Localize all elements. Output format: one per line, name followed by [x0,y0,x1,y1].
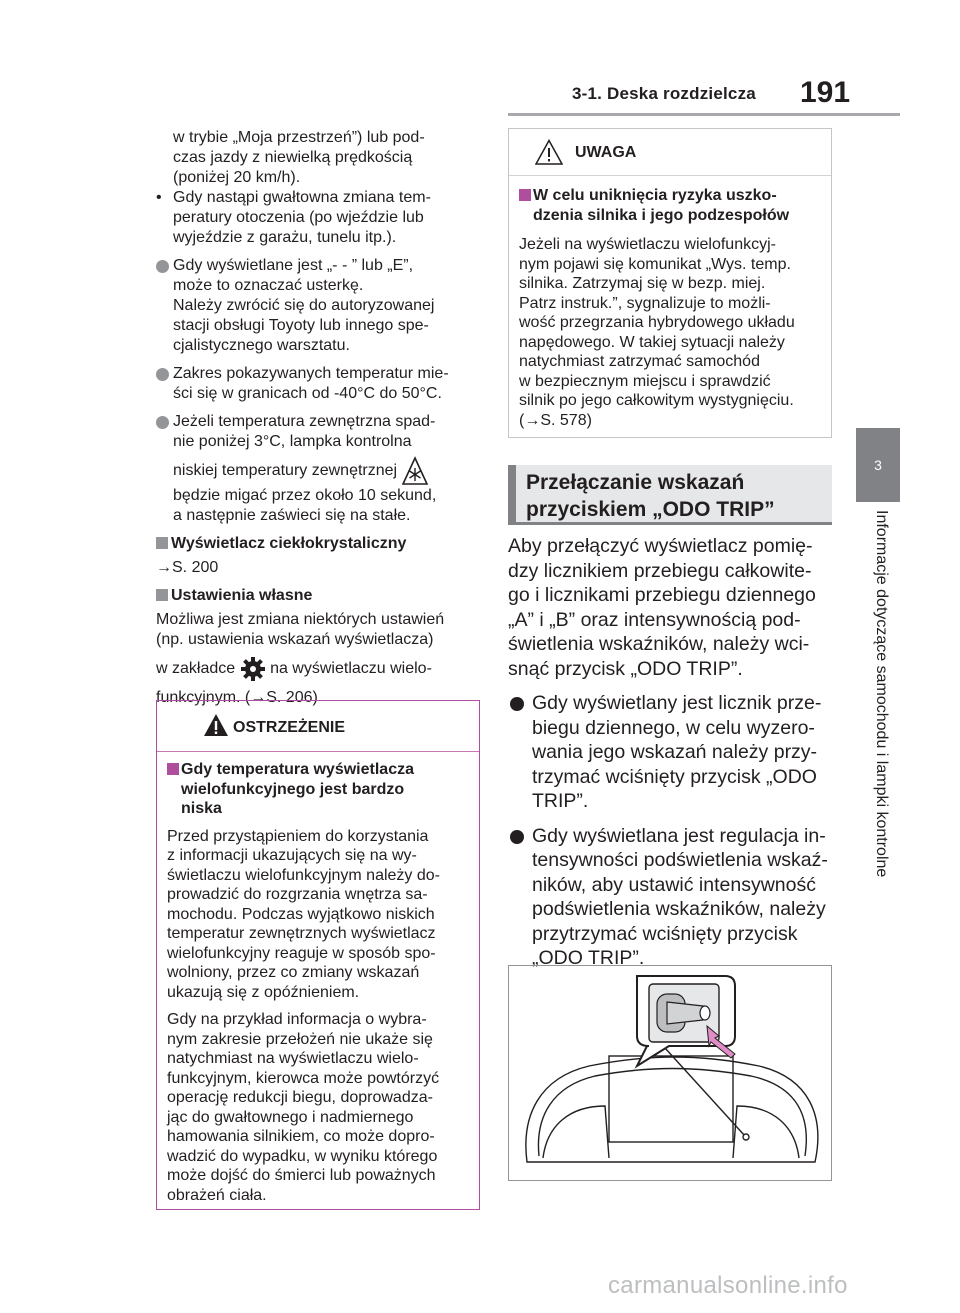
heading-line: przyciskiem „ODO TRIP” [526,498,775,521]
text-line: Gdy nastąpi gwałtowna zmiana tem- [173,189,431,206]
heading-line: Przełączanie wskazań [526,471,745,494]
text-line: ści się w granicach od -40°C do 50°C. [173,385,442,402]
chapter-tab: 3 [856,428,900,502]
notice-paragraph [519,235,823,430]
header-divider [508,113,900,116]
circle-bullet-icon [156,416,169,429]
warning-box [156,700,480,1210]
notice-box [508,128,832,438]
chapter-title-text: Informacje dotyczące samochodu i lampki kontrolne [873,510,890,878]
text-line: cjalistycznego warsztatu. [173,337,350,354]
square-bullet-icon [156,537,168,549]
text-fragment: na wyświetlaczu wielo- [270,660,432,678]
text-line: go i licznikami przebiegu dziennego [508,584,816,606]
cluster-drawing [509,966,831,1180]
text-line-with-icon [173,456,482,486]
text-line: ników, aby ustawić intensywność [532,873,816,896]
notice-body [509,176,831,430]
text-line: tensywności podświetlenia wskaź- [532,849,828,871]
text-line: funkcyjnym, kierowca może powtórzyć [167,1069,440,1087]
text-fragment: w zakładce [156,660,236,678]
warning-paragraph-1 [167,827,471,1003]
text-fragment: niskiej temperatury zewnętrznej [173,462,398,480]
text-line: mochodu. Podczas wyjątkowo niskich [167,905,435,923]
low-temperature-warning-icon [402,456,428,486]
text-line: Jeżeli temperatura zewnętrzna spad- [173,413,436,430]
text-line: hamowania silnikiem, co może dopro- [167,1128,435,1145]
text-line: funkcyjnym. (→S. 206) [156,689,318,707]
text-line: Gdy wyświetlana jest regulacja in- [532,824,826,847]
page-number: 191 [800,76,851,109]
text-line: „ODO TRIP”. [532,947,645,969]
warning-title: OSTRZEŻENIE [233,719,346,736]
text-line: natychmiast zatrzymać samochód [519,353,760,370]
text-line: dzy licznikiem przebiegu całkowite- [508,559,812,582]
text-line: wyjeździe z garażu, tunelu itp.). [173,229,397,246]
subheading-settings [156,586,482,606]
text-line-with-icon [156,654,482,684]
text-line: jąc do gwałtownego i nadmiernego [167,1108,414,1126]
right-column [508,534,834,971]
left-column [156,128,482,708]
instruction-item [508,824,834,971]
note-item [156,412,482,526]
text-line: przytrzymać wciśnięty przycisk [532,922,798,945]
circle-bullet-icon [510,830,524,844]
text-line: temperatur zewnętrznych wyświetlacz [167,925,436,942]
text-line: a następnie zaświeci się na stałe. [173,507,411,525]
text-line: podświetlenia wskaźników, należy [532,898,826,920]
text-line: Jeżeli na wyświetlaczu wielofunkcyj- [519,236,776,253]
warning-paragraph-2 [167,1010,471,1205]
text-line: natychmiast na wyświetlaczu wielo- [167,1050,419,1067]
text-line: nym zakresie przełożeń nie ukaże się [167,1030,433,1048]
bullet-item [156,188,482,248]
text-line: obrażeń ciała. [167,1186,267,1204]
note-item [156,364,482,404]
text-line: Należy zwrócić się do autoryzowanej [173,297,435,314]
notice-title: UWAGA [575,144,637,161]
chapter-title [868,510,890,970]
square-bullet-icon [156,589,168,601]
text-line: w bezpiecznym miejscu i sprawdzić [519,372,771,390]
text-line: świetlenia wskaźników, należy wci- [508,633,810,655]
subheading-lcd [156,534,482,554]
text-line: wania jego wskazań należy przy- [532,741,818,763]
text-line: Gdy temperatura wyświetlacza [181,761,414,778]
text-line: może dojść do śmierci lub poważnych [167,1167,436,1184]
text-line: wielofunkcyjny reaguje w sposób spo- [167,944,436,962]
section-heading-text [526,469,775,523]
warning-triangle-icon [203,713,229,737]
circle-bullet-icon [156,260,169,273]
watermark: carmanualsonline.info [608,1272,848,1299]
text-line: biegu dziennego, w celu wyzero- [532,716,815,739]
section-title: 3-1. Deska rozdzielcza [572,84,756,103]
warning-subheading [167,760,471,819]
text-line: stacji obsługi Toyoty lub innego spe- [173,317,429,334]
gear-icon [240,656,266,682]
text-line: TRIP”. [532,790,589,812]
text-line: Zakres pokazywanych temperatur mie- [173,365,449,382]
text-line: „A” i „B” oraz intensywnością pod- [508,608,801,631]
text-line: Aby przełączyć wyświetlacz pomię- [508,535,813,557]
text-line: prowadzić do rozgrzania wnętrza sa- [167,886,428,903]
text-line: Możliwa jest zmiana niektórych ustawień [156,611,445,629]
text-line: napędowego. W takiej sytuacji należy [519,333,785,351]
warning-header [157,701,479,752]
text-line: może to oznaczać usterkę. [173,277,364,294]
text-line: (np. ustawienia wskazań wyświetlacza) [156,631,434,649]
text-line: Gdy wyświetlane jest „- - ” lub „E”, [173,257,414,274]
text-line: silnik po jego całkowitym wystygnięciu. [519,392,794,409]
bullet-dot: • [156,189,162,206]
circle-bullet-icon [156,368,169,381]
text-line: nie poniżej 3°C, lampka kontrolna [173,433,412,450]
text-line: wadzić do wypadku, w wyniku którego [167,1147,438,1165]
text-line: Patrz instruk.”, sygnalizuje to możli- [519,294,771,312]
square-bullet-icon [519,189,531,201]
text-line: będzie migać przez około 10 sekund, [173,487,437,505]
intro-paragraph [508,534,834,681]
square-bullet-icon [167,763,179,775]
subheading-text: Wyświetlacz ciekłokrystaliczny [171,535,407,553]
caution-triangle-icon [535,139,563,165]
text-line: czas jazdy z niewielką prędkością [173,149,413,166]
text-line: trzymać wciśnięty przycisk „ODO [532,765,817,788]
note-item [156,256,482,356]
text-line: dzenia silnika i jego podzespołów [533,206,790,224]
text-line: nym pojawi się komunikat „Wys. temp. [519,255,791,273]
warning-body [157,752,479,1205]
text-line: w trybie „Moja przestrzeń”) lub pod- [173,129,425,146]
section-heading [508,465,832,525]
circle-bullet-icon [510,697,524,711]
text-line: peratury otoczenia (po wjeździe lub [173,209,424,226]
text-line: Przed przystąpieniem do korzystania [167,827,429,845]
instruction-item [508,691,834,814]
notice-subheading [519,186,823,225]
text-line: wolniony, przez co zmiany wskazań [167,964,420,981]
text-line: ukazują się z opóźnieniem. [167,983,360,1001]
text-line: (poniżej 20 km/h). [173,169,301,186]
text-line: W celu uniknięcia ryzyka uszko- [533,187,777,204]
text-line: wielofunkcyjnego jest bardzo [181,780,405,798]
instrument-cluster-illustration [508,965,832,1181]
text-line: świetlaczu wielofunkcyjnym należy do- [167,866,440,884]
continued-text [156,128,482,188]
text-line: wość przegrzania hybrydowego układu [519,314,795,331]
text-line: z informacji ukazujących się na wy- [167,847,417,864]
text-line: Gdy wyświetlany jest licznik prze- [532,692,822,714]
text-line: Gdy na przykład informacja o wybra- [167,1011,427,1028]
text-line: snąć przycisk „ODO TRIP”. [508,657,743,680]
text-line: silnika. Zatrzymaj się w bezp. miej. [519,275,766,292]
text-line: niska [181,800,222,817]
text-line: (→S. 578) [519,411,592,429]
page-reference: →S. 200 [156,559,219,577]
subheading-text: Ustawienia własne [171,587,313,605]
text-line: operację redukcji biegu, doprowadza- [167,1089,433,1106]
notice-header [509,129,831,176]
